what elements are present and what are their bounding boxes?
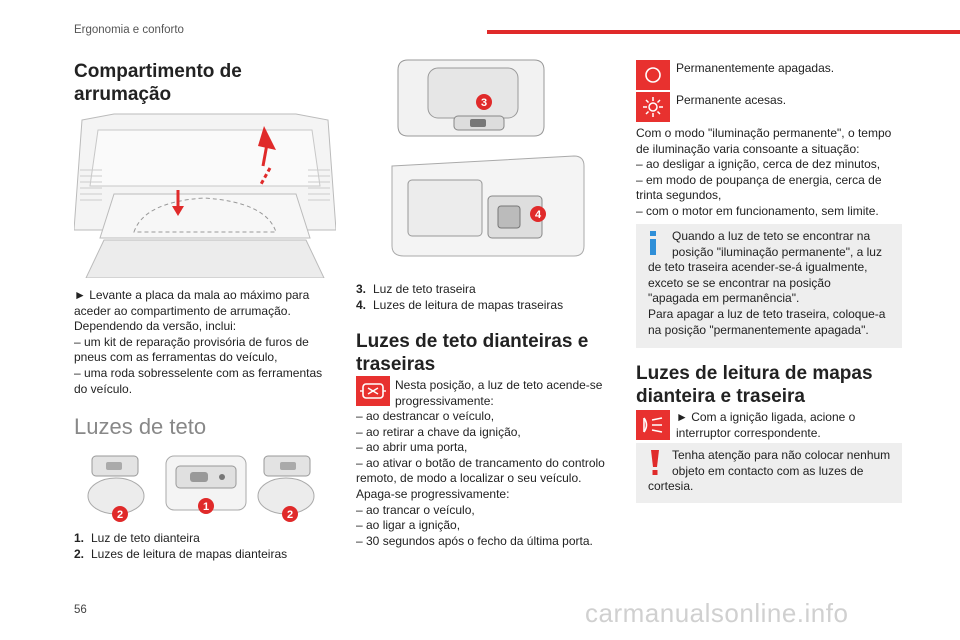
front-lights-legend	[74, 531, 344, 562]
courtesy-light-icon	[356, 376, 390, 406]
text-line: posição "iluminação permanente", a luz	[672, 244, 882, 259]
info-note-text	[648, 229, 898, 338]
callout-4: 4	[534, 209, 542, 221]
text-line: – um kit de reparação provisória de furos de	[74, 334, 309, 349]
text-line: de iluminação varia consoante a situação:	[636, 141, 860, 156]
legend-item	[74, 547, 344, 563]
running-header: Ergonomia e conforto	[74, 24, 184, 36]
legend-number: 3.	[356, 282, 367, 296]
text-line: Tenha atenção para não colocar nenhum	[672, 448, 891, 462]
permanent-lighting-text	[636, 126, 906, 220]
text-line: – com o motor em funcionamento, sem limite.	[636, 203, 879, 218]
text-line: do veículo.	[74, 381, 133, 396]
text-line: Dependendo da versão, inclui:	[74, 319, 237, 334]
sun-on-icon	[636, 92, 670, 122]
legend-item	[74, 531, 344, 547]
text-line: Para apagar a luz de teto traseira, coloque-a	[648, 306, 886, 321]
text-line: pneus com as ferramentas do veículo,	[74, 350, 278, 365]
text-line: trinta segundos,	[636, 188, 722, 203]
callout-1: 1	[202, 501, 210, 513]
ceiling-lights-title: Luzes de teto	[74, 414, 207, 439]
storage-text	[74, 288, 344, 397]
text-line: objeto em contacto com as luzes de	[672, 463, 864, 478]
legend-number: 4.	[356, 297, 367, 312]
text-line: – em modo de poupança de energia, cerca de	[636, 172, 882, 187]
text-line: exceto se se encontrar na posição	[648, 275, 831, 290]
legend-text: Luzes de leitura de mapas traseiras	[373, 297, 564, 312]
courtesy-light-description	[395, 378, 625, 409]
watermark: carmanualsonline.info	[585, 598, 849, 628]
reading-lights-title: Luzes de leitura de mapas dianteira e traseira	[636, 363, 873, 407]
text-line: – ao abrir uma porta,	[356, 440, 468, 455]
text-line: – ao ligar a ignição,	[356, 518, 461, 533]
permanently-off-label: Permanentemente apagadas.	[676, 61, 835, 75]
text-line: de teto traseira acender-se-á igualmente,	[648, 260, 868, 275]
reading-light-icon	[636, 410, 670, 440]
text-line: – ao desligar a ignição, cerca de dez minutos,	[636, 157, 881, 172]
text-line: Com o modo "iluminação permanente", o tempo	[636, 126, 892, 140]
legend-text: Luz de teto dianteira	[91, 531, 200, 545]
text-line: – 30 segundos após o fecho da última porta.	[356, 533, 593, 548]
permanently-on-label: Permanente acesas.	[676, 93, 787, 107]
text-line: Apaga-se progressivamente:	[356, 486, 510, 501]
text-line: "apagada em permanência".	[648, 291, 800, 306]
circle-off-icon	[636, 60, 670, 90]
front-rear-lights-text	[356, 409, 626, 549]
text-line: aceder ao compartimento de arrumação.	[74, 303, 291, 318]
text-line: – ao retirar a chave da ignição,	[356, 424, 521, 439]
text-line: ► Levante a placa da mala ao máximo para	[74, 288, 310, 302]
callout-2-right: 2	[286, 509, 294, 521]
page-number: 56	[74, 604, 87, 616]
text-line: na posição "permanentemente apagada".	[648, 322, 869, 337]
header-accent-bar	[487, 30, 960, 34]
legend-text: Luz de teto traseira	[373, 282, 476, 296]
rear-lights-illustration	[384, 56, 594, 266]
text-line: interruptor correspondente.	[676, 425, 821, 440]
text-line: – uma roda sobresselente com as ferramentas	[74, 365, 323, 380]
text-line: – ao ativar o botão de trancamento do controlo	[356, 455, 605, 470]
legend-item	[356, 282, 626, 298]
rear-lights-legend	[356, 282, 626, 313]
text-line: remoto, de modo a localizar o seu veículo.	[356, 471, 582, 486]
front-rear-lights-title: Luzes de teto dianteiras e traseiras	[356, 331, 589, 375]
trunk-illustration	[74, 110, 336, 278]
legend-number: 1.	[74, 531, 85, 545]
reading-lights-text	[676, 410, 906, 441]
text-line: ► Com a ignição ligada, acione o	[676, 410, 856, 424]
callout-3: 3	[480, 97, 488, 109]
text-line: cortesia.	[648, 479, 694, 494]
legend-number: 2.	[74, 546, 85, 561]
text-line: Quando a luz de teto se encontrar na	[672, 229, 871, 243]
text-line: – ao trancar o veículo,	[356, 502, 475, 517]
warning-note-text	[648, 448, 898, 495]
text-line: progressivamente:	[395, 393, 494, 408]
text-line: Nesta posição, a luz de teto acende-se	[395, 378, 603, 392]
legend-text: Luzes de leitura de mapas dianteiras	[91, 546, 288, 561]
front-lights-illustration	[86, 452, 316, 526]
legend-item	[356, 298, 626, 314]
callout-2-left: 2	[116, 509, 124, 521]
storage-title: Compartimento de arrumação	[74, 61, 242, 105]
text-line: – ao destrancar o veículo,	[356, 409, 495, 423]
